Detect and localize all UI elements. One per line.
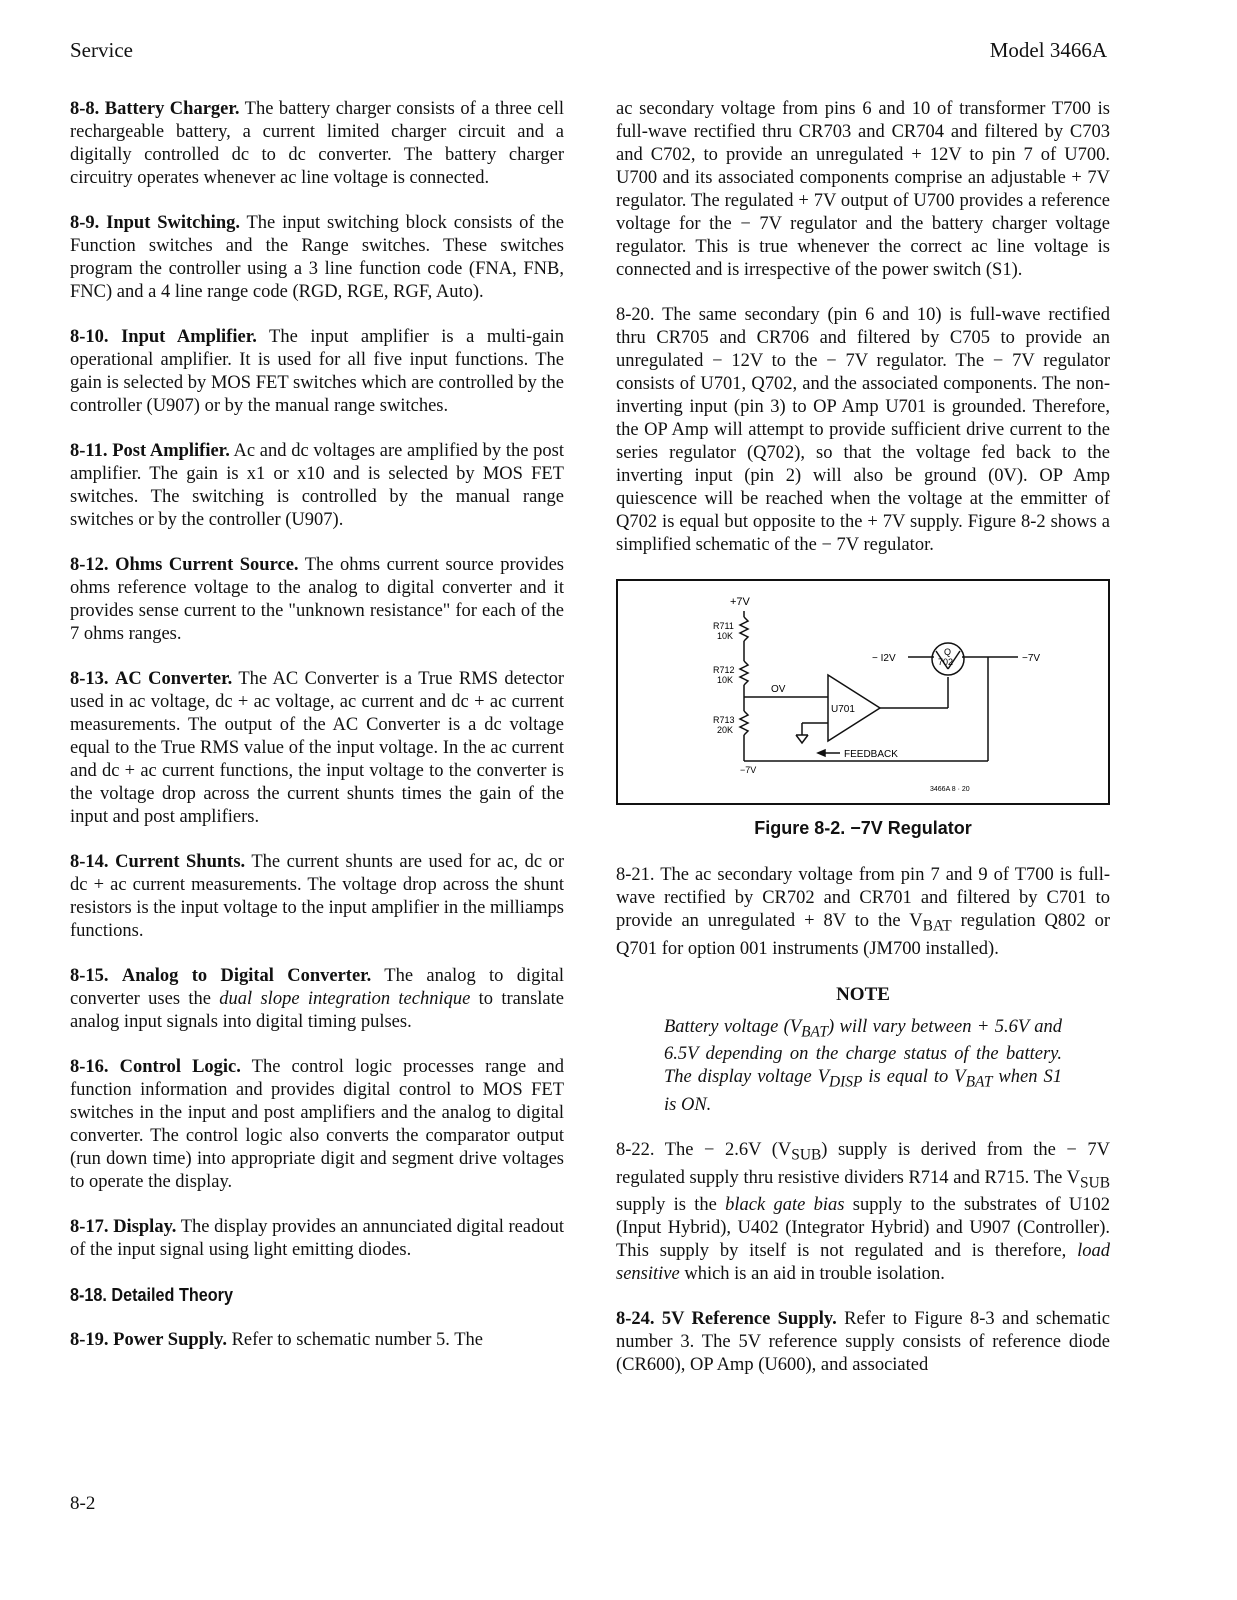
paragraph-8-20: 8-20. The same secondary (pin 6 and 10) is full-wave rectified thru CR705 and CR706 and filtered by C705 to provide an unregulated − 12V to the − 7V regulator. The − 7V regulator consists of U701, Q702, and the associated components. The non-inverting input (pin 3) to OP Amp U701 is grounded. Therefore, the OP Amp will attempt to provide sufficient drive current to the series regulator (Q702), so that the voltage fed back to the inverting input (pin 2) will also be ground (0V). OP Amp quiescence will be reached when the voltage at the emmitter of Q702 is equal but opposite to the + 7V supply. Figure 8-2 shows a simplified schematic of the − 7V regulator. [616, 305, 1110, 555]
para-text: ) supply is derived from the − 7V regulated supply thru resistive dividers R714 and R715. The V [616, 1140, 1110, 1188]
para-emphasis: black gate bias [725, 1195, 845, 1216]
label-minus-12v: − I2V [872, 653, 896, 664]
para-text: The display provides an annunciated digital readout of the input signal using light emitting diodes. [70, 1217, 564, 1260]
label-ov: OV [771, 684, 786, 695]
para-number: 8-14. [70, 852, 109, 872]
subscript: BAT [801, 1023, 828, 1041]
label-minus-7v-bottom: −7V [740, 765, 757, 775]
para-number: 8-12. [70, 555, 109, 575]
label-r713-value: 20K [717, 725, 734, 735]
right-column [616, 98, 1110, 1399]
para-text: The input switching block consists of the Function switches and the Range switches. These switches program the controller using a 3 line function code (FNA, FNB, FNC) and a 4 line range code (RGD, RGE, RGF, Auto). [70, 213, 565, 302]
paragraph-8-11 [70, 440, 564, 532]
label-u701: U701 [831, 704, 855, 715]
para-text: Ac and dc voltages are amplified by the post amplifier. The gain is x1 or x10 and is selected by MOS FET switches. The switching is controlled by the manual range switches or by the controller (U907). [70, 441, 564, 530]
paragraph-8-16 [70, 1056, 564, 1194]
para-text: The current shunts are used for ac, dc or dc + ac current measurements. The voltage drop across the shunt resistors is the input voltage to the input amplifier in the milliamps functions. [70, 852, 564, 941]
para-title: Post Amplifier. [112, 441, 230, 461]
para-text: The ohms current source provides ohms reference voltage to the analog to digital converter and it provides sense current to the "unknown resistance" for each of the 7 ohms ranges. [70, 555, 564, 644]
para-text: supply to the substrates of U102 (Input Hybrid), U402 (Integrator Hybrid) and U907 (Controller). This supply by itself is not regulated and is therefore, [616, 1195, 1110, 1262]
para-text: regulation Q802 or Q701 for option 001 instruments (JM700 installed). [616, 911, 1110, 959]
note-heading: NOTE [836, 983, 890, 1005]
paragraph-8-14 [70, 851, 564, 943]
para-text: Refer to Figure 8-3 and schematic number 3. The 5V reference supply consists of reference diode (CR600), OP Amp (U600), and associated [616, 1309, 1111, 1376]
label-feedback: FEEDBACK [844, 749, 898, 760]
subscript: SUB [791, 1146, 822, 1164]
para-number: 8-24. [616, 1309, 655, 1330]
label-r712: R712 [713, 665, 735, 675]
para-text: The analog to digital converter uses the [70, 966, 564, 1009]
paragraph-8-22 [616, 1139, 1110, 1286]
para-number: 8-15. [70, 966, 109, 986]
para-emphasis: load sensitive [616, 1241, 1110, 1285]
para-number: 8-8. [70, 99, 100, 119]
para-number: 8-17. [70, 1217, 109, 1237]
label-plus-7v: +7V [730, 596, 750, 608]
section-heading-detailed-theory: 8-18. Detailed Theory [70, 1285, 233, 1305]
para-title: AC Converter. [115, 669, 233, 689]
subscript: BAT [965, 1074, 993, 1092]
para-title: Display. [113, 1217, 177, 1237]
para-number: 8-11. [70, 441, 108, 461]
paragraph-8-12 [70, 554, 564, 646]
label-q702: 702 [938, 657, 954, 667]
paragraph-8-15 [70, 965, 564, 1034]
note-text: when S1 is ON. [664, 1067, 1062, 1116]
para-title: Power Supply. [113, 1330, 227, 1350]
para-text: 8-21. The ac secondary voltage from pin 7 and 9 of T700 is full-wave rectified by CR702 and CR701 and filtered by C701 to provide an unregulated + 8V to the V [616, 865, 1110, 931]
label-minus-7v-output: −7V [1022, 653, 1041, 664]
note-text: ) will vary between + 5.6V and 6.5V depending on the charge status of the battery. The display voltage V [664, 1016, 1062, 1088]
para-text: The control logic processes range and function information and provides digital control to MOS FET switches in the input and post amplifiers and the analog to digital converter. The control logic also converts the comparator output (run down time) into appropriate digit and segment drive voltages to operate the display. [70, 1057, 564, 1192]
paragraph-8-17 [70, 1216, 564, 1262]
figure-8-2-schematic [616, 579, 1110, 805]
paragraph-8-19 [70, 1329, 564, 1352]
para-text: to translate analog input signals into digital timing pulses. [70, 989, 564, 1032]
para-title: Battery Charger. [104, 99, 240, 119]
label-r712-value: 10K [717, 675, 734, 685]
note-text: is equal to V [862, 1067, 966, 1088]
para-title: Ohms Current Source. [115, 555, 299, 575]
para-title: Control Logic. [119, 1057, 241, 1077]
label-r711: R711 [713, 621, 734, 631]
para-text: The input amplifier is a multi-gain operational amplifier. It is used for all five input functions. The gain is selected by MOS FET switches which are controlled by the controller (U907) or by the manual range switches. [70, 327, 564, 416]
resistor-r711 [740, 617, 748, 641]
para-title: Input Switching. [106, 213, 240, 233]
para-text: Refer to schematic number 5. The [226, 1330, 483, 1350]
note-text: Battery voltage (V [664, 1016, 802, 1037]
subscript: DISP [829, 1074, 863, 1092]
para-text: which is an aid in trouble isolation. [679, 1264, 945, 1285]
para-text: 8-22. The − 2.6V (V [616, 1140, 792, 1161]
para-number: 8-19. [70, 1330, 109, 1350]
para-title: Analog to Digital Converter. [121, 966, 372, 986]
regulator-schematic [618, 581, 1108, 799]
paragraph-8-21 [616, 864, 1110, 961]
figure-id-label: 3466A 8 · 20 [930, 786, 970, 793]
left-column [70, 98, 564, 1374]
subscript: BAT [922, 917, 952, 935]
para-title: 5V Reference Supply. [661, 1309, 837, 1330]
label-q: Q [944, 647, 952, 657]
label-r711-value: 10K [717, 631, 734, 641]
para-title: Input Amplifier. [121, 327, 257, 347]
label-r713: R713 [713, 715, 735, 725]
resistor-r713 [740, 711, 748, 735]
note-body [664, 1016, 1062, 1117]
paragraph-8-24 [616, 1308, 1110, 1377]
para-title: Current Shunts. [115, 852, 246, 872]
para-text: The battery charger consists of a three cell rechargeable battery, a current limited charger circuit and a digitally controlled dc to dc converter. The battery charger circuitry operates whenever ac line voltage is connected. [70, 99, 565, 188]
paragraph-8-13 [70, 668, 564, 829]
para-number: 8-10. [70, 327, 109, 347]
para-emphasis: dual slope integration technique [219, 989, 471, 1009]
page-number: 8-2 [70, 1493, 96, 1514]
paragraph-8-10 [70, 326, 564, 418]
header-model-label: Model 3466A [989, 38, 1107, 62]
header-section-label: Service [70, 38, 133, 62]
figure-caption: Figure 8-2. −7V Regulator [754, 818, 972, 838]
paragraph-8-8 [70, 98, 564, 190]
paragraph-8-9 [70, 212, 564, 304]
paragraph-8-19-continued: ac secondary voltage from pins 6 and 10 of transformer T700 is full-wave rectified thru CR703 and CR704 and filtered by C703 and C702, to provide an unregulated + 12V to pin 7 of U700. U700 and its associated components comprise an adjustable + 7V regulator. The regulated + 7V output of U700 provides a reference voltage for the − 7V regulator and the battery charger voltage regulator. This is true whenever the correct ac line voltage is connected and is irrespective of the power switch (S1). [616, 99, 1110, 280]
para-number: 8-9. [70, 213, 100, 233]
subscript: SUB [1080, 1174, 1110, 1192]
para-number: 8-16. [70, 1057, 109, 1077]
para-number: 8-13. [70, 669, 109, 689]
resistor-r712 [740, 661, 748, 685]
para-text: supply is the [616, 1195, 726, 1216]
para-text: The AC Converter is a True RMS detector used in ac voltage, dc + ac voltage, ac current and dc + ac current measurements. The output of the AC Converter is a dc voltage equal to the True RMS value of the input voltage. In the ac current and dc + ac current functions, the input voltage to the converter is the voltage drop across the current shunts times the gain of the input and post amplifiers. [70, 669, 564, 827]
